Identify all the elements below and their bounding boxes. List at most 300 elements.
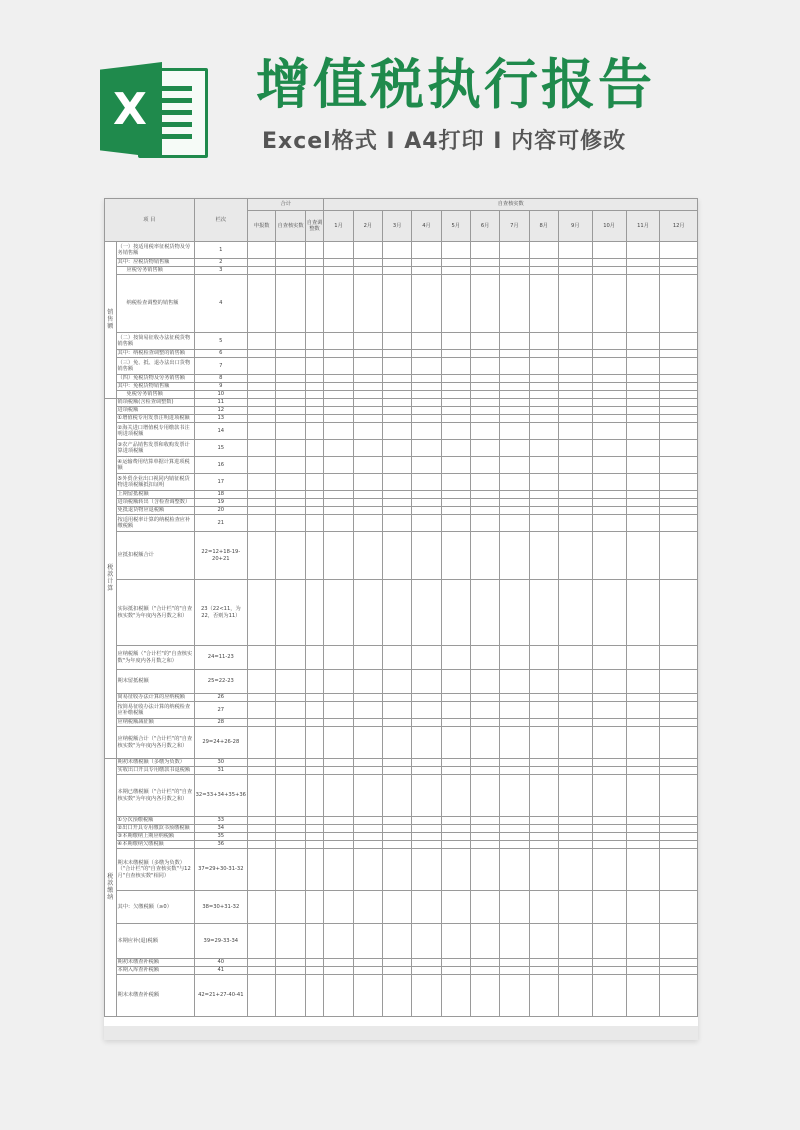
value-cell[interactable] [529, 719, 558, 727]
value-cell[interactable] [353, 646, 382, 670]
value-cell[interactable] [470, 891, 499, 924]
value-cell[interactable] [592, 259, 626, 267]
value-cell[interactable] [248, 515, 276, 532]
value-cell[interactable] [441, 959, 470, 967]
value-cell[interactable] [324, 457, 353, 474]
value-cell[interactable] [324, 719, 353, 727]
value-cell[interactable] [383, 719, 412, 727]
value-cell[interactable] [324, 358, 353, 375]
value-cell[interactable] [353, 532, 382, 580]
value-cell[interactable] [248, 646, 276, 670]
value-cell[interactable] [500, 358, 529, 375]
value-cell[interactable] [324, 841, 353, 849]
value-cell[interactable] [500, 775, 529, 817]
value-cell[interactable] [529, 833, 558, 841]
value-cell[interactable] [441, 515, 470, 532]
value-cell[interactable] [276, 727, 305, 759]
value-cell[interactable] [660, 891, 698, 924]
value-cell[interactable] [592, 267, 626, 275]
value-cell[interactable] [500, 646, 529, 670]
value-cell[interactable] [305, 423, 324, 440]
value-cell[interactable] [660, 759, 698, 767]
value-cell[interactable] [276, 457, 305, 474]
value-cell[interactable] [324, 702, 353, 719]
value-cell[interactable] [626, 817, 660, 825]
value-cell[interactable] [305, 391, 324, 399]
value-cell[interactable] [276, 474, 305, 491]
value-cell[interactable] [470, 242, 499, 259]
value-cell[interactable] [660, 407, 698, 415]
value-cell[interactable] [441, 719, 470, 727]
value-cell[interactable] [558, 646, 592, 670]
value-cell[interactable] [500, 275, 529, 333]
value-cell[interactable] [324, 924, 353, 959]
value-cell[interactable] [412, 759, 441, 767]
value-cell[interactable] [412, 817, 441, 825]
value-cell[interactable] [324, 267, 353, 275]
value-cell[interactable] [470, 967, 499, 975]
value-cell[interactable] [248, 358, 276, 375]
value-cell[interactable] [660, 975, 698, 1017]
value-cell[interactable] [470, 532, 499, 580]
value-cell[interactable] [592, 849, 626, 891]
value-cell[interactable] [626, 959, 660, 967]
value-cell[interactable] [441, 383, 470, 391]
value-cell[interactable] [441, 759, 470, 767]
value-cell[interactable] [529, 275, 558, 333]
value-cell[interactable] [324, 532, 353, 580]
value-cell[interactable] [529, 817, 558, 825]
value-cell[interactable] [500, 333, 529, 350]
value-cell[interactable] [412, 719, 441, 727]
value-cell[interactable] [248, 959, 276, 967]
value-cell[interactable] [305, 267, 324, 275]
value-cell[interactable] [324, 383, 353, 391]
value-cell[interactable] [248, 375, 276, 383]
value-cell[interactable] [558, 959, 592, 967]
value-cell[interactable] [500, 267, 529, 275]
value-cell[interactable] [660, 849, 698, 891]
value-cell[interactable] [626, 775, 660, 817]
value-cell[interactable] [626, 507, 660, 515]
value-cell[interactable] [305, 407, 324, 415]
value-cell[interactable] [248, 849, 276, 891]
value-cell[interactable] [500, 849, 529, 891]
value-cell[interactable] [441, 423, 470, 440]
value-cell[interactable] [276, 423, 305, 440]
value-cell[interactable] [248, 440, 276, 457]
value-cell[interactable] [305, 727, 324, 759]
value-cell[interactable] [626, 259, 660, 267]
value-cell[interactable] [660, 719, 698, 727]
value-cell[interactable] [412, 474, 441, 491]
value-cell[interactable] [626, 415, 660, 423]
value-cell[interactable] [276, 399, 305, 407]
value-cell[interactable] [412, 670, 441, 694]
value-cell[interactable] [529, 423, 558, 440]
value-cell[interactable] [383, 275, 412, 333]
value-cell[interactable] [626, 375, 660, 383]
value-cell[interactable] [558, 967, 592, 975]
value-cell[interactable] [353, 580, 382, 646]
value-cell[interactable] [276, 670, 305, 694]
value-cell[interactable] [441, 670, 470, 694]
value-cell[interactable] [383, 849, 412, 891]
value-cell[interactable] [305, 457, 324, 474]
value-cell[interactable] [276, 275, 305, 333]
value-cell[interactable] [558, 259, 592, 267]
value-cell[interactable] [500, 719, 529, 727]
value-cell[interactable] [276, 415, 305, 423]
value-cell[interactable] [353, 375, 382, 383]
value-cell[interactable] [276, 719, 305, 727]
value-cell[interactable] [660, 391, 698, 399]
value-cell[interactable] [470, 474, 499, 491]
value-cell[interactable] [383, 924, 412, 959]
value-cell[interactable] [470, 457, 499, 474]
value-cell[interactable] [626, 646, 660, 670]
value-cell[interactable] [592, 775, 626, 817]
value-cell[interactable] [353, 457, 382, 474]
value-cell[interactable] [558, 242, 592, 259]
value-cell[interactable] [592, 333, 626, 350]
value-cell[interactable] [660, 817, 698, 825]
value-cell[interactable] [248, 407, 276, 415]
value-cell[interactable] [412, 825, 441, 833]
value-cell[interactable] [441, 375, 470, 383]
value-cell[interactable] [470, 646, 499, 670]
value-cell[interactable] [276, 333, 305, 350]
value-cell[interactable] [500, 474, 529, 491]
value-cell[interactable] [470, 350, 499, 358]
value-cell[interactable] [324, 727, 353, 759]
value-cell[interactable] [276, 891, 305, 924]
value-cell[interactable] [412, 532, 441, 580]
value-cell[interactable] [470, 727, 499, 759]
value-cell[interactable] [558, 267, 592, 275]
value-cell[interactable] [558, 924, 592, 959]
value-cell[interactable] [500, 350, 529, 358]
value-cell[interactable] [592, 423, 626, 440]
value-cell[interactable] [592, 694, 626, 702]
value-cell[interactable] [383, 399, 412, 407]
value-cell[interactable] [276, 515, 305, 532]
value-cell[interactable] [470, 259, 499, 267]
value-cell[interactable] [626, 242, 660, 259]
value-cell[interactable] [660, 375, 698, 383]
value-cell[interactable] [660, 275, 698, 333]
value-cell[interactable] [441, 841, 470, 849]
value-cell[interactable] [529, 767, 558, 775]
value-cell[interactable] [626, 267, 660, 275]
value-cell[interactable] [441, 532, 470, 580]
value-cell[interactable] [626, 275, 660, 333]
value-cell[interactable] [324, 670, 353, 694]
value-cell[interactable] [353, 825, 382, 833]
value-cell[interactable] [470, 959, 499, 967]
value-cell[interactable] [592, 407, 626, 415]
value-cell[interactable] [500, 440, 529, 457]
value-cell[interactable] [470, 975, 499, 1017]
value-cell[interactable] [383, 259, 412, 267]
value-cell[interactable] [660, 825, 698, 833]
value-cell[interactable] [383, 333, 412, 350]
value-cell[interactable] [529, 375, 558, 383]
value-cell[interactable] [276, 767, 305, 775]
value-cell[interactable] [353, 358, 382, 375]
value-cell[interactable] [626, 759, 660, 767]
value-cell[interactable] [500, 391, 529, 399]
value-cell[interactable] [383, 267, 412, 275]
value-cell[interactable] [353, 474, 382, 491]
value-cell[interactable] [500, 817, 529, 825]
value-cell[interactable] [324, 515, 353, 532]
value-cell[interactable] [529, 959, 558, 967]
value-cell[interactable] [353, 275, 382, 333]
value-cell[interactable] [558, 727, 592, 759]
value-cell[interactable] [305, 375, 324, 383]
value-cell[interactable] [558, 833, 592, 841]
value-cell[interactable] [305, 719, 324, 727]
value-cell[interactable] [412, 358, 441, 375]
value-cell[interactable] [353, 399, 382, 407]
value-cell[interactable] [592, 891, 626, 924]
value-cell[interactable] [470, 833, 499, 841]
value-cell[interactable] [305, 259, 324, 267]
value-cell[interactable] [558, 825, 592, 833]
value-cell[interactable] [305, 440, 324, 457]
value-cell[interactable] [276, 383, 305, 391]
value-cell[interactable] [441, 275, 470, 333]
value-cell[interactable] [626, 702, 660, 719]
value-cell[interactable] [305, 767, 324, 775]
value-cell[interactable] [592, 759, 626, 767]
value-cell[interactable] [660, 383, 698, 391]
value-cell[interactable] [305, 383, 324, 391]
value-cell[interactable] [248, 694, 276, 702]
value-cell[interactable] [529, 407, 558, 415]
value-cell[interactable] [248, 499, 276, 507]
value-cell[interactable] [660, 491, 698, 499]
value-cell[interactable] [324, 975, 353, 1017]
value-cell[interactable] [626, 474, 660, 491]
value-cell[interactable] [324, 646, 353, 670]
value-cell[interactable] [592, 383, 626, 391]
value-cell[interactable] [441, 580, 470, 646]
value-cell[interactable] [660, 670, 698, 694]
value-cell[interactable] [470, 825, 499, 833]
value-cell[interactable] [592, 959, 626, 967]
value-cell[interactable] [248, 507, 276, 515]
value-cell[interactable] [248, 817, 276, 825]
value-cell[interactable] [412, 423, 441, 440]
value-cell[interactable] [470, 759, 499, 767]
value-cell[interactable] [592, 646, 626, 670]
value-cell[interactable] [626, 841, 660, 849]
value-cell[interactable] [383, 891, 412, 924]
value-cell[interactable] [412, 267, 441, 275]
value-cell[interactable] [660, 474, 698, 491]
value-cell[interactable] [276, 817, 305, 825]
value-cell[interactable] [626, 457, 660, 474]
value-cell[interactable] [558, 391, 592, 399]
value-cell[interactable] [353, 959, 382, 967]
value-cell[interactable] [383, 358, 412, 375]
value-cell[interactable] [626, 491, 660, 499]
value-cell[interactable] [248, 891, 276, 924]
value-cell[interactable] [248, 841, 276, 849]
value-cell[interactable] [626, 423, 660, 440]
value-cell[interactable] [383, 670, 412, 694]
value-cell[interactable] [529, 350, 558, 358]
value-cell[interactable] [470, 407, 499, 415]
value-cell[interactable] [248, 924, 276, 959]
value-cell[interactable] [558, 440, 592, 457]
value-cell[interactable] [276, 440, 305, 457]
value-cell[interactable] [500, 967, 529, 975]
value-cell[interactable] [412, 975, 441, 1017]
value-cell[interactable] [276, 967, 305, 975]
value-cell[interactable] [470, 775, 499, 817]
value-cell[interactable] [470, 383, 499, 391]
value-cell[interactable] [626, 670, 660, 694]
value-cell[interactable] [529, 358, 558, 375]
value-cell[interactable] [529, 967, 558, 975]
value-cell[interactable] [412, 694, 441, 702]
value-cell[interactable] [592, 391, 626, 399]
value-cell[interactable] [441, 727, 470, 759]
value-cell[interactable] [660, 457, 698, 474]
value-cell[interactable] [558, 775, 592, 817]
value-cell[interactable] [592, 719, 626, 727]
value-cell[interactable] [529, 383, 558, 391]
value-cell[interactable] [470, 817, 499, 825]
value-cell[interactable] [248, 423, 276, 440]
value-cell[interactable] [276, 702, 305, 719]
value-cell[interactable] [500, 841, 529, 849]
value-cell[interactable] [592, 242, 626, 259]
value-cell[interactable] [592, 967, 626, 975]
value-cell[interactable] [383, 407, 412, 415]
value-cell[interactable] [626, 694, 660, 702]
value-cell[interactable] [412, 775, 441, 817]
value-cell[interactable] [441, 358, 470, 375]
value-cell[interactable] [660, 423, 698, 440]
value-cell[interactable] [592, 515, 626, 532]
value-cell[interactable] [353, 759, 382, 767]
value-cell[interactable] [383, 727, 412, 759]
value-cell[interactable] [626, 719, 660, 727]
value-cell[interactable] [660, 267, 698, 275]
value-cell[interactable] [660, 333, 698, 350]
value-cell[interactable] [276, 358, 305, 375]
value-cell[interactable] [500, 507, 529, 515]
value-cell[interactable] [558, 719, 592, 727]
value-cell[interactable] [592, 532, 626, 580]
value-cell[interactable] [529, 924, 558, 959]
value-cell[interactable] [324, 491, 353, 499]
value-cell[interactable] [305, 975, 324, 1017]
value-cell[interactable] [592, 440, 626, 457]
value-cell[interactable] [324, 415, 353, 423]
value-cell[interactable] [529, 515, 558, 532]
value-cell[interactable] [383, 841, 412, 849]
value-cell[interactable] [248, 267, 276, 275]
value-cell[interactable] [276, 507, 305, 515]
value-cell[interactable] [412, 391, 441, 399]
value-cell[interactable] [441, 242, 470, 259]
value-cell[interactable] [383, 507, 412, 515]
value-cell[interactable] [558, 407, 592, 415]
value-cell[interactable] [558, 849, 592, 891]
value-cell[interactable] [276, 391, 305, 399]
value-cell[interactable] [558, 975, 592, 1017]
value-cell[interactable] [529, 975, 558, 1017]
value-cell[interactable] [412, 841, 441, 849]
value-cell[interactable] [248, 767, 276, 775]
value-cell[interactable] [305, 275, 324, 333]
value-cell[interactable] [500, 670, 529, 694]
value-cell[interactable] [276, 825, 305, 833]
value-cell[interactable] [470, 391, 499, 399]
value-cell[interactable] [500, 407, 529, 415]
value-cell[interactable] [558, 891, 592, 924]
value-cell[interactable] [626, 358, 660, 375]
value-cell[interactable] [412, 507, 441, 515]
value-cell[interactable] [353, 415, 382, 423]
value-cell[interactable] [500, 532, 529, 580]
value-cell[interactable] [276, 491, 305, 499]
value-cell[interactable] [558, 515, 592, 532]
value-cell[interactable] [470, 767, 499, 775]
value-cell[interactable] [626, 924, 660, 959]
value-cell[interactable] [529, 499, 558, 507]
value-cell[interactable] [441, 646, 470, 670]
value-cell[interactable] [470, 440, 499, 457]
value-cell[interactable] [470, 507, 499, 515]
value-cell[interactable] [660, 775, 698, 817]
value-cell[interactable] [305, 350, 324, 358]
value-cell[interactable] [383, 375, 412, 383]
value-cell[interactable] [558, 507, 592, 515]
value-cell[interactable] [353, 267, 382, 275]
value-cell[interactable] [529, 849, 558, 891]
value-cell[interactable] [353, 833, 382, 841]
value-cell[interactable] [558, 670, 592, 694]
value-cell[interactable] [276, 694, 305, 702]
value-cell[interactable] [276, 580, 305, 646]
value-cell[interactable] [529, 759, 558, 767]
value-cell[interactable] [412, 440, 441, 457]
value-cell[interactable] [353, 719, 382, 727]
value-cell[interactable] [660, 350, 698, 358]
value-cell[interactable] [529, 727, 558, 759]
value-cell[interactable] [441, 399, 470, 407]
value-cell[interactable] [592, 350, 626, 358]
value-cell[interactable] [248, 242, 276, 259]
value-cell[interactable] [248, 719, 276, 727]
value-cell[interactable] [412, 333, 441, 350]
value-cell[interactable] [353, 967, 382, 975]
value-cell[interactable] [324, 399, 353, 407]
value-cell[interactable] [305, 532, 324, 580]
value-cell[interactable] [470, 670, 499, 694]
value-cell[interactable] [470, 333, 499, 350]
value-cell[interactable] [324, 440, 353, 457]
value-cell[interactable] [660, 415, 698, 423]
value-cell[interactable] [558, 383, 592, 391]
value-cell[interactable] [305, 759, 324, 767]
